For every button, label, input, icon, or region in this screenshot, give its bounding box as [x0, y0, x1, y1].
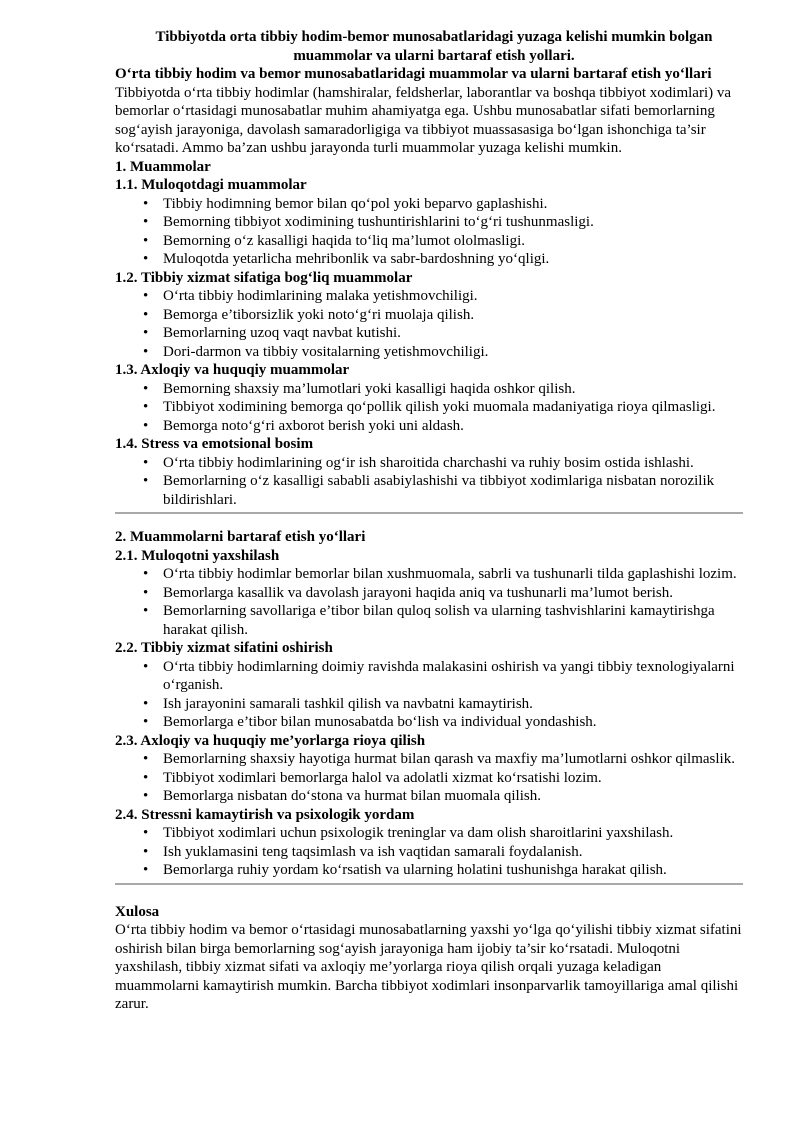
- conclusion-heading: Xulosa: [115, 903, 160, 920]
- section-1-2-heading: 1.2. Tibbiy xizmat sifatiga bog‘liq muammolar: [115, 269, 413, 286]
- list-item: • O‘rta tibbiy hodimlarining malaka yetishmovchiligi.: [143, 288, 478, 304]
- bullet-icon: •: [143, 214, 149, 230]
- bullet-icon: •: [143, 658, 149, 675]
- section-1-4-list: [115, 454, 743, 510]
- bullet-icon: •: [143, 288, 149, 304]
- section-2-heading: 2. Muammolarni bartaraf etish yo‘llari: [115, 529, 366, 545]
- bullet-icon: •: [143, 417, 149, 434]
- list-item: • Bemorning shaxsiy ma’lumotlari yoki kasalligi haqida oshkor qilish.: [143, 380, 576, 397]
- bullet-icon: •: [143, 751, 149, 767]
- list-item: • Tibbiy hodimning bemor bilan qo‘pol yoki beparvo gaplashishi.: [143, 195, 548, 212]
- list-item: • Ish jarayonini samarali tashkil qilish va navbatni kamaytirish.: [143, 695, 533, 712]
- list-item: • Bemorga e’tiborsizlik yoki noto‘g‘ri muolaja qilish.: [143, 306, 475, 323]
- list-item: • Bemorning o‘z kasalligi haqida to‘liq ma’lumot ololmasligi.: [143, 232, 526, 249]
- intro-paragraph: Tibbiyotda o‘rta tibbiy hodimlar (hamshiralar, feldsherlar, laborantlar va boshqa tibbiyot xodimlari) va bemorlar o‘rtasidagi munosabatlar muhim ahamiyatga ega. Ushbu munosabatlar sifati bemorlarning sog‘ayish jarayoniga, davolash samaradorligiga va tibbiyot muassasasiga bo‘lgan ishonchiga ta’sir ko‘rsatadi. Ammo ba’zan ushbu jarayonda turli muammolar yuzaga kelishi mumkin.: [115, 84, 732, 156]
- list-item: • Bemorning tibbiyot xodimining tushuntirishlarini to‘g‘ri tushunmasligi.: [143, 214, 594, 230]
- list-item: • Bemorlarga kasallik va davolash jarayoni haqida aniq va tushunarli ma’lumot berish.: [143, 584, 673, 601]
- section-2-2-list: [115, 658, 743, 732]
- list-item: • Bemorlarning shaxsiy hayotiga hurmat bilan qarash va maxfiy ma’lumotlarni oshkor qilmaslik.: [143, 751, 735, 767]
- list-item: • Bemorlarga e’tibor bilan munosabatda bo‘lish va individual yondashish.: [143, 714, 597, 730]
- section-2-3-heading: 2.3. Axloqiy va huquqiy me’yorlarga rioya qilish: [115, 732, 426, 749]
- bullet-icon: •: [143, 695, 149, 712]
- list-item: • Bemorga noto‘g‘ri axborot berish yoki uni aldash.: [143, 417, 464, 434]
- bullet-icon: •: [143, 788, 149, 804]
- bullet-icon: •: [143, 473, 149, 489]
- bullet-icon: •: [143, 343, 149, 360]
- list-item: • Bemorlarga ruhiy yordam ko‘rsatish va ularning holatini tushunishga harakat qilish.: [143, 862, 667, 878]
- section-1-3-list: [115, 380, 743, 436]
- list-item: • Muloqotda yetarlicha mehribonlik va sabr-bardoshning yo‘qligi.: [143, 251, 550, 267]
- bullet-icon: •: [143, 769, 149, 786]
- bullet-icon: •: [143, 825, 149, 841]
- list-item: • Tibbiyot xodimining bemorga qo‘pollik qilish yoki muomala madaniyatiga rioya qilmasligi.: [143, 399, 716, 415]
- section-1-4-heading: 1.4. Stress va emotsional bosim: [115, 436, 314, 452]
- intro-heading: O‘rta tibbiy hodim va bemor munosabatlaridagi muammolar va ularni bartaraf etish yo‘llari: [115, 66, 712, 82]
- bullet-icon: •: [143, 566, 149, 582]
- bullet-icon: •: [143, 862, 149, 878]
- conclusion-paragraph: O‘rta tibbiy hodim va bemor o‘rtasidagi munosabatlarning yaxshi yo‘lga qo‘yilishi tibbiy xizmat sifatini oshirish bilan birga bemorlarning sog‘ayish jarayoniga ham ijobiy ta’sir ko‘rsatadi. Muloqotni yaxshilash, tibbiy xizmat sifati va axloqiy me’yorlarga rioya qilish orqali yuzaga keladigan muammolarni kamaytirish mumkin. Barcha tibbiyot xodimlari insonparvarlik tamoyillariga amal qilishi zarur.: [115, 922, 742, 1012]
- list-item: • Dori-darmon va tibbiy vositalarning yetishmovchiligi.: [143, 343, 489, 360]
- bullet-icon: •: [143, 603, 149, 619]
- bullet-icon: •: [143, 843, 149, 860]
- list-item: • Bemorlarning savollariga e’tibor bilan quloq solish va ularning tashvishlarini kamaytirishga harakat qilish.: [143, 603, 715, 638]
- section-2-1-heading: 2.1. Muloqotni yaxshilash: [115, 547, 280, 564]
- bullet-icon: •: [143, 584, 149, 601]
- bullet-icon: •: [143, 380, 149, 397]
- bullet-icon: •: [143, 714, 149, 730]
- list-item: • O‘rta tibbiy hodimlarining og‘ir ish sharoitida charchashi va ruhiy bosim ostida ishlashi.: [143, 454, 694, 471]
- bullet-icon: •: [143, 306, 149, 323]
- list-item: • Bemorlarning uzoq vaqt navbat kutishi.: [143, 325, 401, 341]
- section-1-2-list: [115, 287, 743, 361]
- list-item: • O‘rta tibbiy hodimlarning doimiy ravishda malakasini oshirish va yangi tibbiy texnologiyalarni o‘rganish.: [143, 658, 735, 693]
- bullet-icon: •: [143, 232, 149, 249]
- bullet-icon: •: [143, 399, 149, 415]
- section-2-1-list: [115, 565, 743, 639]
- section-2-2-heading: 2.2. Tibbiy xizmat sifatini oshirish: [115, 640, 333, 656]
- list-item: • Bemorlarning o‘z kasalligi sababli asabiylashishi va tibbiyot xodimlariga nisbatan norozilik bildirishlari.: [143, 473, 715, 508]
- bullet-icon: •: [143, 251, 149, 267]
- document-title: Tibbiyotda orta tibbiy hodim-bemor munosabatlaridagi yuzaga kelishi mumkin bolgan muammolar va ularni bartaraf etish yollari.: [155, 29, 713, 64]
- list-item: • O‘rta tibbiy hodimlar bemorlar bilan xushmuomala, sabrli va tushunarli tilda gaplashishi lozim.: [143, 566, 737, 582]
- bullet-icon: •: [143, 195, 149, 212]
- list-item: • Tibbiyot xodimlari bemorlarga halol va adolatli xizmat ko‘rsatishi lozim.: [143, 769, 602, 786]
- list-item: • Tibbiyot xodimlari uchun psixologik treninglar va dam olish sharoitlarini yaxshilash.: [143, 825, 674, 841]
- document-page: [115, 28, 743, 1014]
- section-1-3-heading: 1.3. Axloqiy va huquqiy muammolar: [115, 362, 350, 378]
- bullet-icon: •: [143, 325, 149, 341]
- section-1-1-list: [115, 195, 743, 269]
- section-1-1-heading: 1.1. Muloqotdagi muammolar: [115, 177, 307, 193]
- section-2-4-list: [115, 824, 743, 880]
- section-2-3-list: [115, 750, 743, 806]
- list-item: • Ish yuklamasini teng taqsimlash va ish vaqtidan samarali foydalanish.: [143, 843, 583, 860]
- section-1-heading: 1. Muammolar: [115, 158, 211, 175]
- list-item: • Bemorlarga nisbatan do‘stona va hurmat bilan muomala qilish.: [143, 788, 541, 804]
- section-2-4-heading: 2.4. Stressni kamaytirish va psixologik yordam: [115, 806, 415, 823]
- bullet-icon: •: [143, 454, 149, 471]
